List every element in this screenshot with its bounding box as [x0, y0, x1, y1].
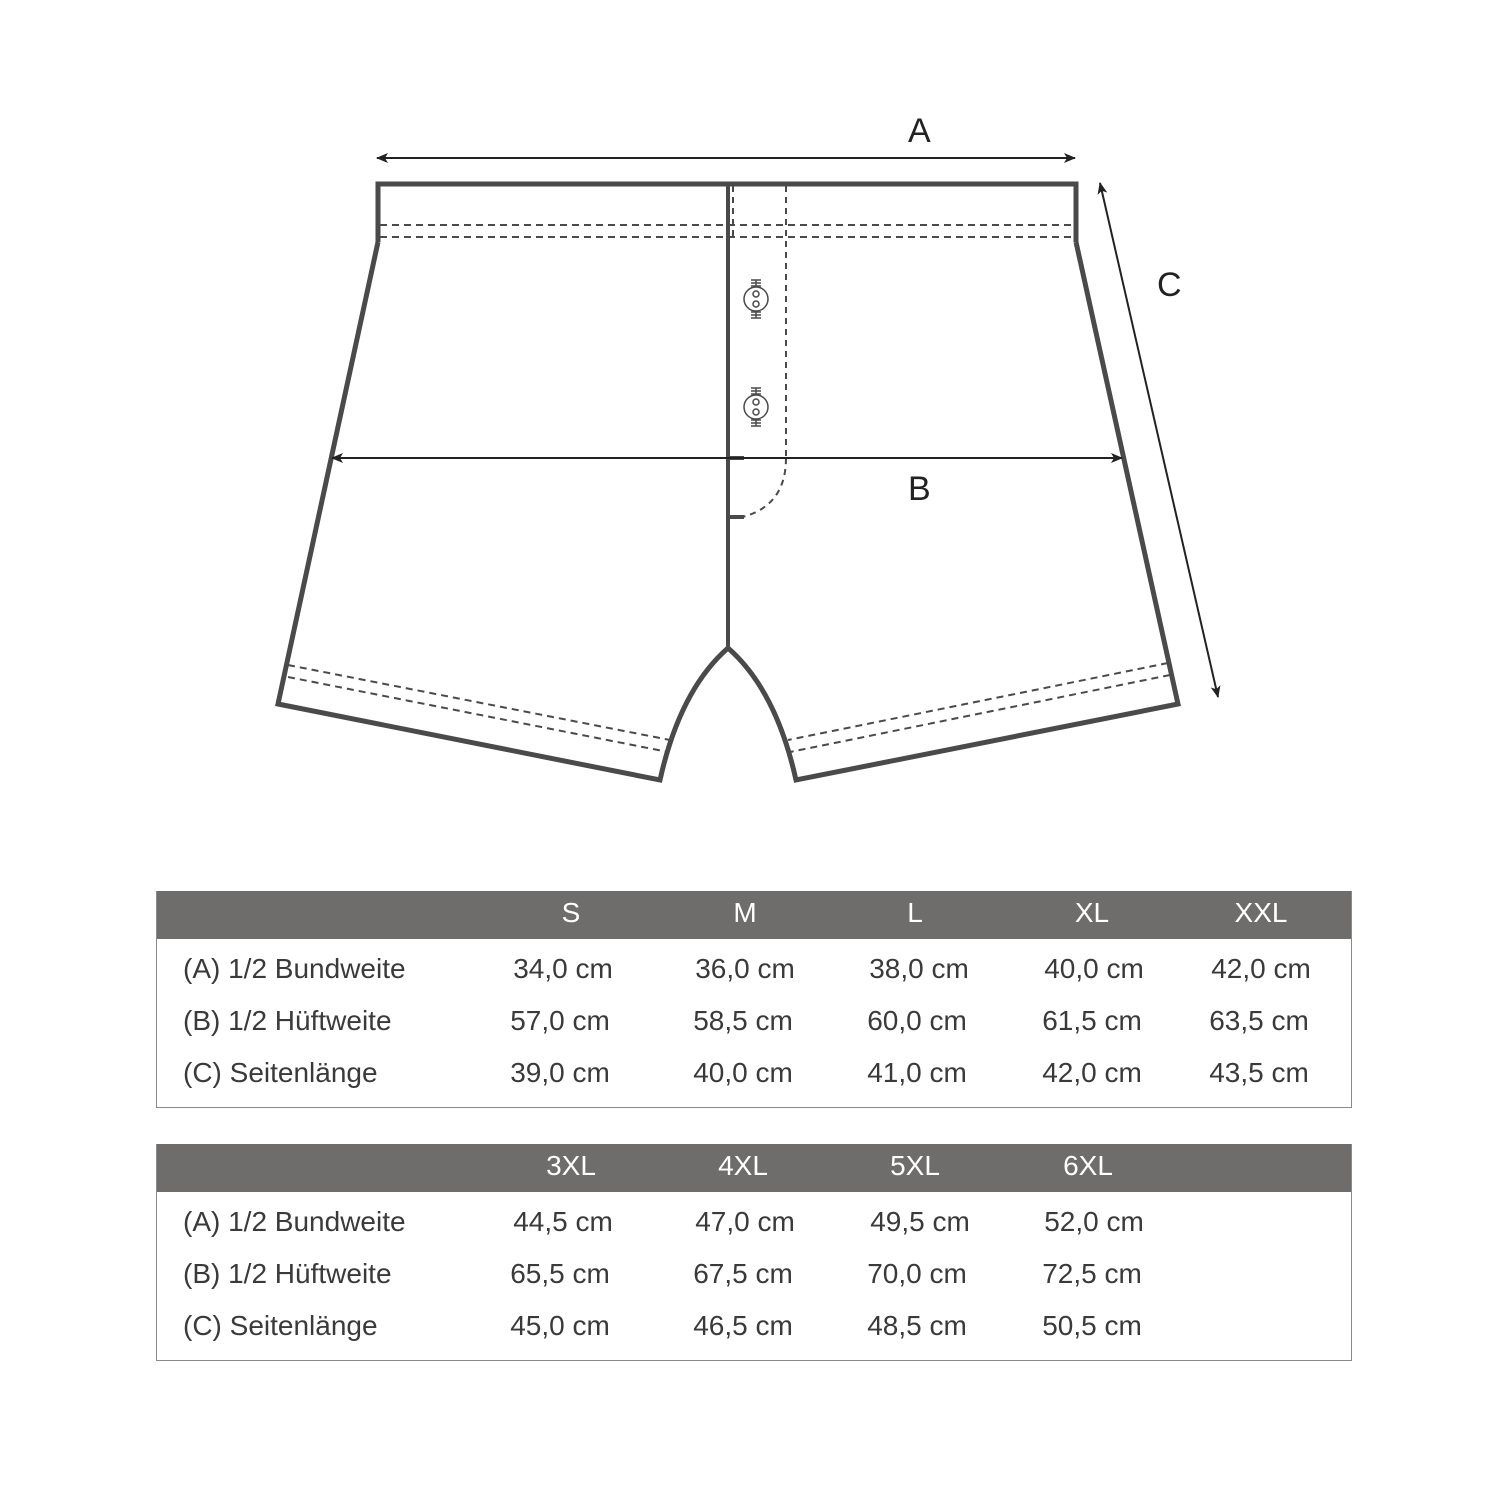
cell: 47,0 cm: [695, 1206, 795, 1237]
size-header: 5XL: [890, 1150, 940, 1181]
cell: 42,0 cm: [1042, 1057, 1142, 1088]
cell: 63,5 cm: [1209, 1005, 1309, 1036]
bartack-marks: [730, 458, 744, 517]
cell: 39,0 cm: [510, 1057, 610, 1088]
row-label: (A) 1/2 Bundweite: [183, 953, 406, 984]
cell: 57,0 cm: [510, 1005, 610, 1036]
table-header: [157, 1144, 1351, 1192]
cell: 34,0 cm: [513, 953, 613, 984]
size-header: 4XL: [718, 1150, 768, 1181]
label-b: B: [908, 470, 931, 508]
shorts-outline: [278, 184, 1178, 780]
table-header: [157, 891, 1351, 939]
row-label: (C) Seitenlänge: [183, 1310, 378, 1341]
cell: 46,5 cm: [693, 1310, 793, 1341]
table-row: [157, 1198, 1351, 1250]
cell: 61,5 cm: [1042, 1005, 1142, 1036]
size-header: L: [907, 897, 923, 928]
table-row: [157, 945, 1351, 997]
row-label: (C) Seitenlänge: [183, 1057, 378, 1088]
button-icon: [744, 280, 768, 318]
row-label: (B) 1/2 Hüftweite: [183, 1258, 392, 1289]
cell: 40,0 cm: [693, 1057, 793, 1088]
cell: 38,0 cm: [869, 953, 969, 984]
cell: 43,5 cm: [1209, 1057, 1309, 1088]
cell: 67,5 cm: [693, 1258, 793, 1289]
size-header: XL: [1074, 897, 1110, 928]
table-row: [157, 1302, 1351, 1354]
table-row: [157, 1250, 1351, 1302]
size-header: XXL: [1234, 897, 1288, 928]
dimension-arrow-a: [377, 112, 1075, 158]
label-a: A: [908, 112, 931, 150]
cell: 70,0 cm: [867, 1258, 967, 1289]
size-header: 6XL: [1063, 1150, 1113, 1181]
cell: 72,5 cm: [1042, 1258, 1142, 1289]
cell: 36,0 cm: [695, 953, 795, 984]
size-header: M: [733, 897, 757, 928]
hem-stitching: [288, 663, 1170, 752]
cell: 50,5 cm: [1042, 1310, 1142, 1341]
cell: 45,0 cm: [510, 1310, 610, 1341]
cell: 58,5 cm: [693, 1005, 793, 1036]
table-row: [157, 997, 1351, 1049]
fly-stitching: [733, 186, 786, 518]
row-label: (B) 1/2 Hüftweite: [183, 1005, 392, 1036]
size-table-plus: [156, 1144, 1352, 1361]
cell: 44,5 cm: [513, 1206, 613, 1237]
size-header: 3XL: [546, 1150, 596, 1181]
cell: 40,0 cm: [1044, 953, 1144, 984]
size-header: S: [561, 897, 581, 928]
table-row: [157, 1049, 1351, 1101]
label-c: C: [1157, 266, 1182, 304]
cell: 49,5 cm: [870, 1206, 970, 1237]
size-table-standard: [156, 891, 1352, 1108]
cell: 60,0 cm: [867, 1005, 967, 1036]
cell: 52,0 cm: [1044, 1206, 1144, 1237]
button-icon: [744, 388, 768, 426]
cell: 41,0 cm: [867, 1057, 967, 1088]
row-label: (A) 1/2 Bundweite: [183, 1206, 406, 1237]
cell: 42,0 cm: [1211, 953, 1311, 984]
cell: 65,5 cm: [510, 1258, 610, 1289]
cell: 48,5 cm: [867, 1310, 967, 1341]
